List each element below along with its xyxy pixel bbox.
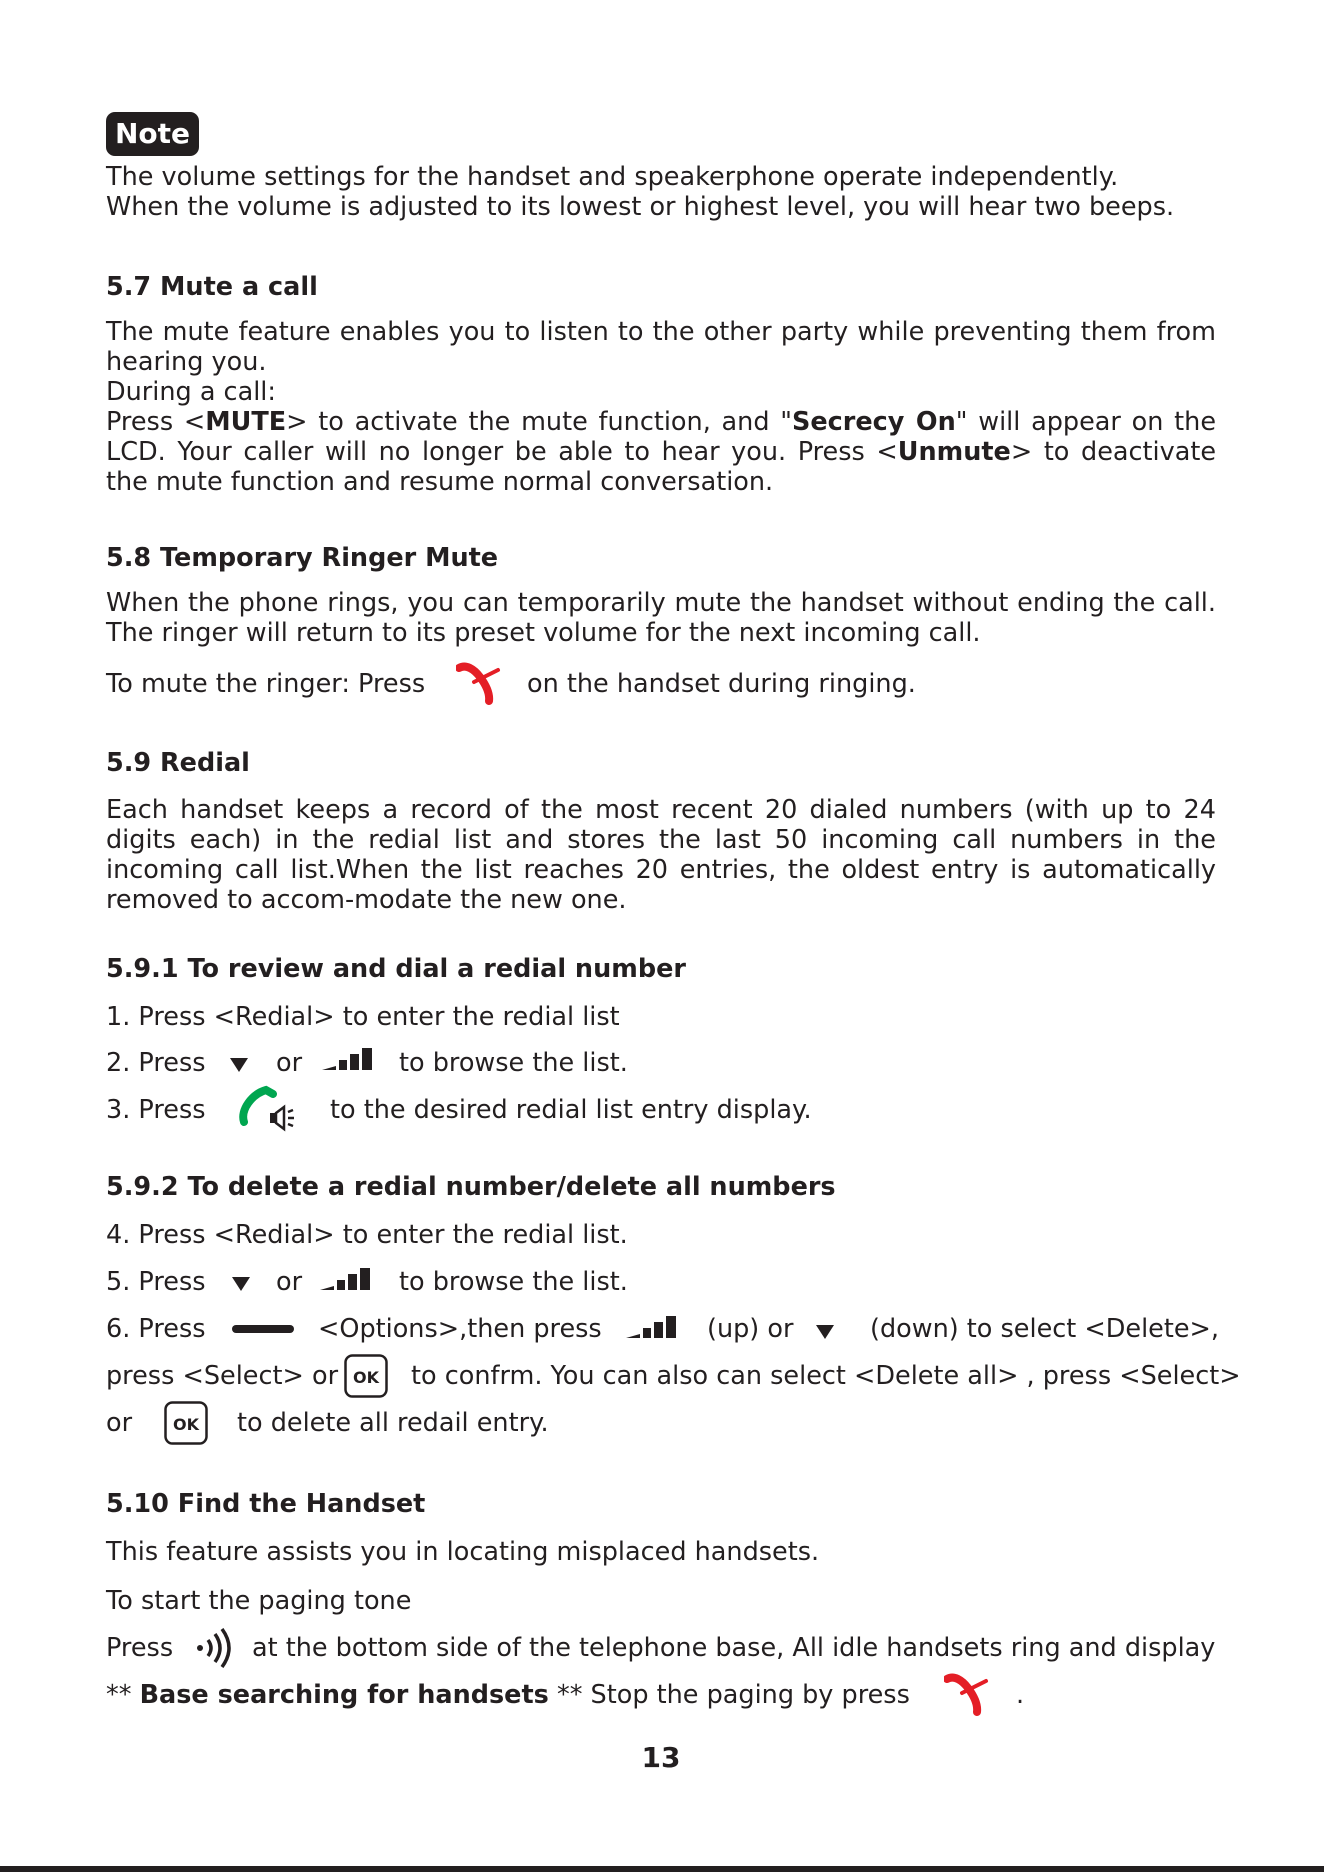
- note-line-1: The volume settings for the handset and speakerphone operate independently.: [106, 162, 1119, 192]
- section-5-10-paragraph-3: Press at the bottom side of the telephone base, All idle handsets ring and display: [106, 1628, 1216, 1668]
- note-line-2: When the volume is adjusted to its lowest or highest level, you will hear two beeps.: [106, 192, 1175, 222]
- section-5-8-instruction: To mute the ringer: Press on the handset during ringing.: [106, 664, 1216, 704]
- page-number: 13: [641, 1741, 681, 1774]
- down-arrow-icon: [232, 1277, 250, 1291]
- section-5-9-1-title: 5.9.1 To review and dial a redial number: [106, 954, 686, 984]
- bottom-rule: [0, 1866, 1324, 1872]
- down-arrow-icon: [816, 1325, 834, 1339]
- section-5-9-paragraph-1: Each handset keeps a record of the most recent 20 dialed numbers (with up to 24 digits each) in the redial list and stores the last 50 incoming call numbers in the incoming call list.When the list reaches 20 entries, the oldest entry is automatically removed to accom-modate the new one.: [106, 795, 1216, 915]
- unmute-key-label: Unmute: [897, 437, 1011, 467]
- step-5: 5. Press or to browse the list.: [106, 1267, 628, 1297]
- step-6: 6. Press <Options>,then press (up) or (down) to select <Delete>,: [106, 1314, 1220, 1344]
- signal-bars-icon: [320, 1268, 372, 1292]
- section-5-10-paragraph-4: ** Base searching for handsets ** Stop the paging by press .: [106, 1675, 1216, 1715]
- section-5-7-title: 5.7 Mute a call: [106, 272, 318, 302]
- step-6-line-3: or to delete all redail entry.: [106, 1403, 1216, 1443]
- step-3: 3. Press to the desired redial list entry display.: [106, 1090, 1216, 1130]
- secrecy-on-label: Secrecy On: [792, 407, 956, 437]
- section-5-9-2-title: 5.9.2 To delete a redial number/delete all numbers: [106, 1172, 836, 1202]
- signal-bars-icon: [322, 1048, 374, 1072]
- section-5-7-paragraph-3: Press <MUTE> to activate the mute function, and "Secrecy On" will appear on the LCD. Your caller will no longer be able to hear you. Press <Unmute> to deactivate the mute function and resume normal conversation.: [106, 407, 1217, 497]
- step-2: 2. Press or to browse the list.: [106, 1048, 628, 1078]
- section-5-7-paragraph-1: The mute feature enables you to listen to the other party while preventing them from hearing you.: [106, 317, 1216, 377]
- signal-bars-icon: [626, 1316, 678, 1340]
- step-6-line-2: press <Select> or to confrm. You can also can select <Delete all> , press <Select>: [106, 1356, 1216, 1396]
- soft-key-icon: [232, 1323, 294, 1335]
- note-badge: Note: [106, 112, 199, 156]
- mute-key-label: MUTE: [205, 407, 287, 437]
- ok-key-icon: [344, 1354, 388, 1398]
- section-5-9-title: 5.9 Redial: [106, 748, 250, 778]
- section-5-10-title: 5.10 Find the Handset: [106, 1489, 426, 1519]
- end-call-icon: [456, 662, 502, 706]
- end-call-icon: [944, 1673, 990, 1717]
- talk-speaker-icon: [236, 1082, 306, 1134]
- down-arrow-icon: [230, 1058, 248, 1072]
- section-5-8-title: 5.8 Temporary Ringer Mute: [106, 543, 499, 573]
- ok-key-icon: [164, 1401, 208, 1445]
- section-5-7-paragraph-2: During a call:: [106, 377, 276, 407]
- section-5-8-paragraph-1: When the phone rings, you can temporarily mute the handset without ending the call. The ringer will return to its preset volume for the next incoming call.: [106, 588, 1216, 648]
- base-searching-label: Base searching for handsets: [139, 1680, 549, 1710]
- paging-icon: [194, 1628, 236, 1668]
